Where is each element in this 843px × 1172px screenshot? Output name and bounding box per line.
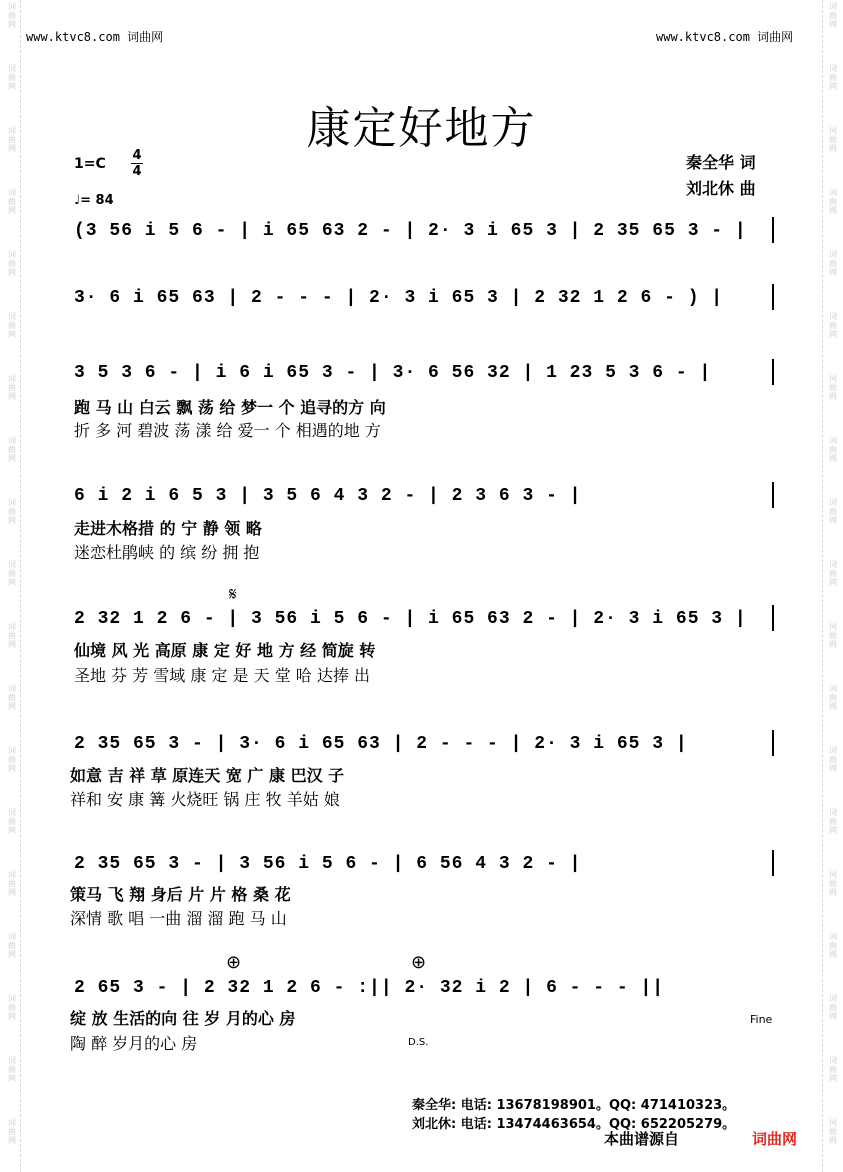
notation-line: 6 i 2 i 6 5 3 | 3 5 6 4 3 2 - | 2 3 6 3 - | bbox=[74, 486, 582, 506]
coda-sign-2: ⊕ bbox=[411, 952, 427, 973]
watermark-text: 词 曲 网 bbox=[829, 746, 837, 773]
notation-line: 3 5 3 6 - | i 6 i 65 3 - | 3· 6 56 32 | 1 23 5 3 6 - | bbox=[74, 363, 712, 383]
lyric-row-7b: 深情 歌 唱 一曲 溜 溜 跑 马 山 bbox=[70, 909, 287, 928]
score-row-4 bbox=[70, 478, 780, 514]
score-row-5 bbox=[70, 601, 780, 637]
watermark-text: 词 曲 网 bbox=[8, 436, 16, 463]
watermark-text: 词 曲 网 bbox=[8, 1056, 16, 1083]
lyric-row-8a: 绽 放 生活的向 往 岁 月的心 房 bbox=[70, 1009, 296, 1028]
watermark-text: 词 曲 网 bbox=[829, 374, 837, 401]
song-title: 康定好地方 bbox=[306, 103, 537, 154]
watermark-text: 词 曲 网 bbox=[8, 374, 16, 401]
watermark-text: 词 曲 网 bbox=[8, 932, 16, 959]
watermark-text: 词 曲 网 bbox=[829, 436, 837, 463]
ds-mark: D.S. bbox=[408, 1037, 429, 1048]
time-signature bbox=[131, 148, 143, 179]
end-barline bbox=[772, 730, 774, 756]
segno-sign: 𝄋 bbox=[229, 584, 237, 605]
key-signature: 1=C bbox=[74, 156, 106, 172]
tempo-mark: ♩= 84 bbox=[74, 193, 114, 208]
contact-composer: 刘北休: 电话: 13474463654。QQ: 652205279。 bbox=[412, 1117, 736, 1132]
notation-line: 3· 6 i 65 63 | 2 - - - | 2· 3 i 65 3 | 2 32 1 2 6 - ) | bbox=[74, 288, 724, 308]
watermark-text: 词 曲 网 bbox=[829, 622, 837, 649]
watermark-text: 词 曲 网 bbox=[8, 870, 16, 897]
contact-lyricist: 秦全华: 电话: 13678198901。QQ: 471410323。 bbox=[412, 1098, 736, 1113]
watermark-text: 词 曲 网 bbox=[829, 188, 837, 215]
lyric-row-8b: 陶 醉 岁月的心 房 bbox=[70, 1034, 198, 1053]
coda-sign-1: ⊕ bbox=[226, 952, 242, 973]
watermark-text: 词 曲 网 bbox=[8, 188, 16, 215]
watermark-text: 词 曲 网 bbox=[829, 808, 837, 835]
watermark-text: 词 曲 网 bbox=[829, 126, 837, 153]
score-row-8 bbox=[70, 970, 780, 1006]
watermark-text: 词 曲 网 bbox=[8, 126, 16, 153]
lyric-row-4b: 迷恋杜鹃峡 的 缤 纷 拥 抱 bbox=[74, 543, 260, 562]
lyric-row-4a: 走进木格措 的 宁 静 领 略 bbox=[74, 519, 262, 538]
watermark-text: 词 曲 网 bbox=[8, 994, 16, 1021]
watermark-text: 词 曲 网 bbox=[8, 1118, 16, 1145]
notation-line: 2 35 65 3 - | 3· 6 i 65 63 | 2 - - - | 2· 3 i 65 3 | bbox=[74, 734, 688, 754]
lyric-row-6b: 祥和 安 康 篝 火烧旺 锅 庄 牧 羊姑 娘 bbox=[70, 790, 340, 809]
watermark-text: 词 曲 网 bbox=[8, 684, 16, 711]
time-bottom: 4 bbox=[132, 164, 142, 179]
lyric-row-3a: 跑 马 山 白云 飘 荡 给 梦一 个 追寻的方 向 bbox=[74, 398, 386, 417]
lyricist-credit: 秦全华 词 bbox=[686, 153, 756, 172]
end-barline bbox=[772, 284, 774, 310]
composer-credit: 刘北休 曲 bbox=[686, 179, 756, 198]
watermark-text: 词 曲 网 bbox=[8, 64, 16, 91]
end-barline bbox=[772, 217, 774, 243]
notation-line: 2 65 3 - | 2 32 1 2 6 - :|| 2· 32 i 2 | 6 - - - || bbox=[74, 978, 665, 998]
lyric-row-5a: 仙境 风 光 高原 康 定 好 地 方 经 简旋 转 bbox=[74, 641, 376, 660]
lyric-row-3b: 折 多 河 碧波 荡 漾 给 爱一 个 相遇的地 方 bbox=[74, 421, 381, 440]
watermark-text: 词 曲 网 bbox=[8, 2, 16, 29]
watermark-text: 词 曲 网 bbox=[829, 1056, 837, 1083]
notation-line: 2 35 65 3 - | 3 56 i 5 6 - | 6 56 4 3 2 - | bbox=[74, 854, 582, 874]
site-url-left[interactable]: www.ktvc8.com 词曲网 bbox=[26, 30, 164, 44]
notation-line: (3 56 i 5 6 - | i 65 63 2 - | 2· 3 i 65 3 | 2 35 65 3 - | bbox=[74, 221, 747, 241]
score-row-7 bbox=[70, 846, 780, 882]
watermark-text: 词 曲 网 bbox=[8, 560, 16, 587]
watermark-text: 词 曲 网 bbox=[829, 932, 837, 959]
watermark-text: 词 曲 网 bbox=[829, 870, 837, 897]
score-row-3 bbox=[70, 355, 780, 391]
watermark-text: 词 曲 网 bbox=[8, 746, 16, 773]
watermark-text: 词 曲 网 bbox=[8, 250, 16, 277]
site-url-right[interactable]: www.ktvc8.com 词曲网 bbox=[656, 30, 794, 44]
watermark-text: 词 曲 网 bbox=[8, 312, 16, 339]
score-row-1 bbox=[70, 213, 780, 249]
watermark-text: 词 曲 网 bbox=[829, 498, 837, 525]
end-barline bbox=[772, 482, 774, 508]
watermark-text: 词 曲 网 bbox=[829, 250, 837, 277]
watermark-text: 词 曲 网 bbox=[8, 622, 16, 649]
watermark-text: 词 曲 网 bbox=[829, 560, 837, 587]
end-barline bbox=[772, 359, 774, 385]
time-top: 4 bbox=[132, 148, 142, 163]
score-row-6 bbox=[70, 726, 780, 762]
watermark-text: 词 曲 网 bbox=[829, 1118, 837, 1145]
watermark-text: 词 曲 网 bbox=[829, 994, 837, 1021]
watermark-text: 词 曲 网 bbox=[829, 684, 837, 711]
lyric-row-5b: 圣地 芬 芳 雪域 康 定 是 天 堂 哈 达捧 出 bbox=[74, 666, 370, 685]
watermark-text: 词 曲 网 bbox=[829, 312, 837, 339]
notation-line: 2 32 1 2 6 - | 3 56 i 5 6 - | i 65 63 2 - | 2· 3 i 65 3 | bbox=[74, 609, 747, 629]
watermark-text: 词 曲 网 bbox=[8, 808, 16, 835]
watermark-text: 词 曲 网 bbox=[829, 2, 837, 29]
score-row-2 bbox=[70, 280, 780, 316]
watermark-text: 词 曲 网 bbox=[8, 498, 16, 525]
footer-source-label: 本曲谱源自 bbox=[604, 1130, 680, 1148]
lyric-row-6a: 如意 吉 祥 草 原连天 宽 广 康 巴汉 子 bbox=[70, 766, 345, 785]
footer-site-link[interactable]: 词曲网 bbox=[752, 1130, 798, 1148]
end-barline bbox=[772, 850, 774, 876]
end-barline bbox=[772, 605, 774, 631]
lyric-row-7a: 策马 飞 翔 身后 片 片 格 桑 花 bbox=[70, 885, 291, 904]
fine-mark: Fine bbox=[750, 1013, 773, 1026]
watermark-text: 词 曲 网 bbox=[829, 64, 837, 91]
